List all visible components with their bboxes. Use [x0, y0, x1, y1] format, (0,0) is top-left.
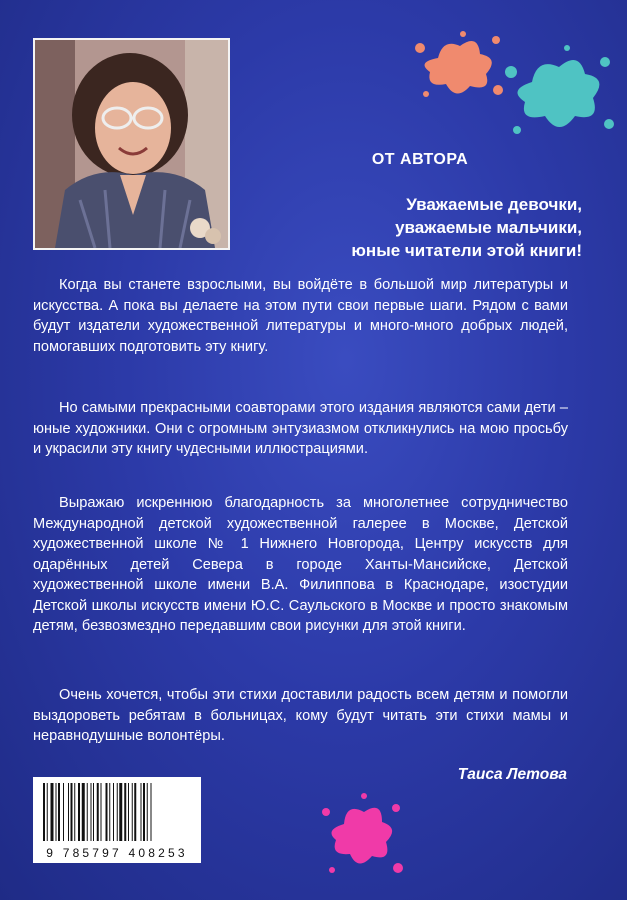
- greeting-line: юные читатели этой книги!: [351, 241, 582, 260]
- orange-splash-icon: [408, 28, 508, 106]
- paragraph-text: Но самыми прекрасными соавторами этого издания являются сами дети – юные художники. Они с огромным энтузиазмом откликнулись на мою просьбу и украсили эту книгу чудесными иллюстрациями.: [33, 400, 568, 457]
- paragraph: [33, 398, 568, 460]
- paragraph: [33, 685, 568, 747]
- author-signature: Таиса Летова: [457, 766, 567, 783]
- from-author-heading: ОТ АВТОРА: [371, 151, 469, 168]
- paragraph-text: Очень хочется, чтобы эти стихи доставили радость всем детям и помогли выздороветь ребятам в больницах, кому будут читать эти стихи мамы и неравнодушные волонтёры.: [33, 687, 568, 744]
- paragraph: [33, 275, 568, 357]
- barcode-icon: [41, 783, 193, 841]
- greeting-line: Уважаемые девочки,: [406, 195, 582, 214]
- barcode: [33, 777, 201, 863]
- greeting-line: уважаемые мальчики,: [395, 218, 582, 237]
- paragraph-text: Выражаю искреннюю благодарность за многолетнее сотрудничество Международной детской художественной галерее в Москве, Детской художественной школе № 1 Нижнего Новгорода, Центру искусств для одарённых детей Севера в городе Ханты-Мансийске, Детской художественной школе имени В.А. Филиппова в Краснодаре, изостудии Детской школы искусств имени Ю.С. Саульского в Москве и просто знакомым детям, безвозмездно передавшим свои рисунки для этой книги.: [33, 495, 568, 634]
- greeting: [237, 193, 582, 262]
- author-photo: [33, 38, 230, 250]
- paragraph-text: Когда вы станете взрослыми, вы войдёте в большой мир литературы и искусства. А пока вы делаете на этом пути свои первые шаги. Рядом с вами будут издатели художественной литературы и много-много добрых людей, помогавших подготовить эту книгу.: [33, 277, 568, 355]
- barcode-number: 9 785797 408253: [46, 846, 188, 860]
- paragraph: [33, 493, 568, 637]
- pink-splash-icon: [316, 790, 406, 882]
- teal-splash-icon: [497, 42, 617, 142]
